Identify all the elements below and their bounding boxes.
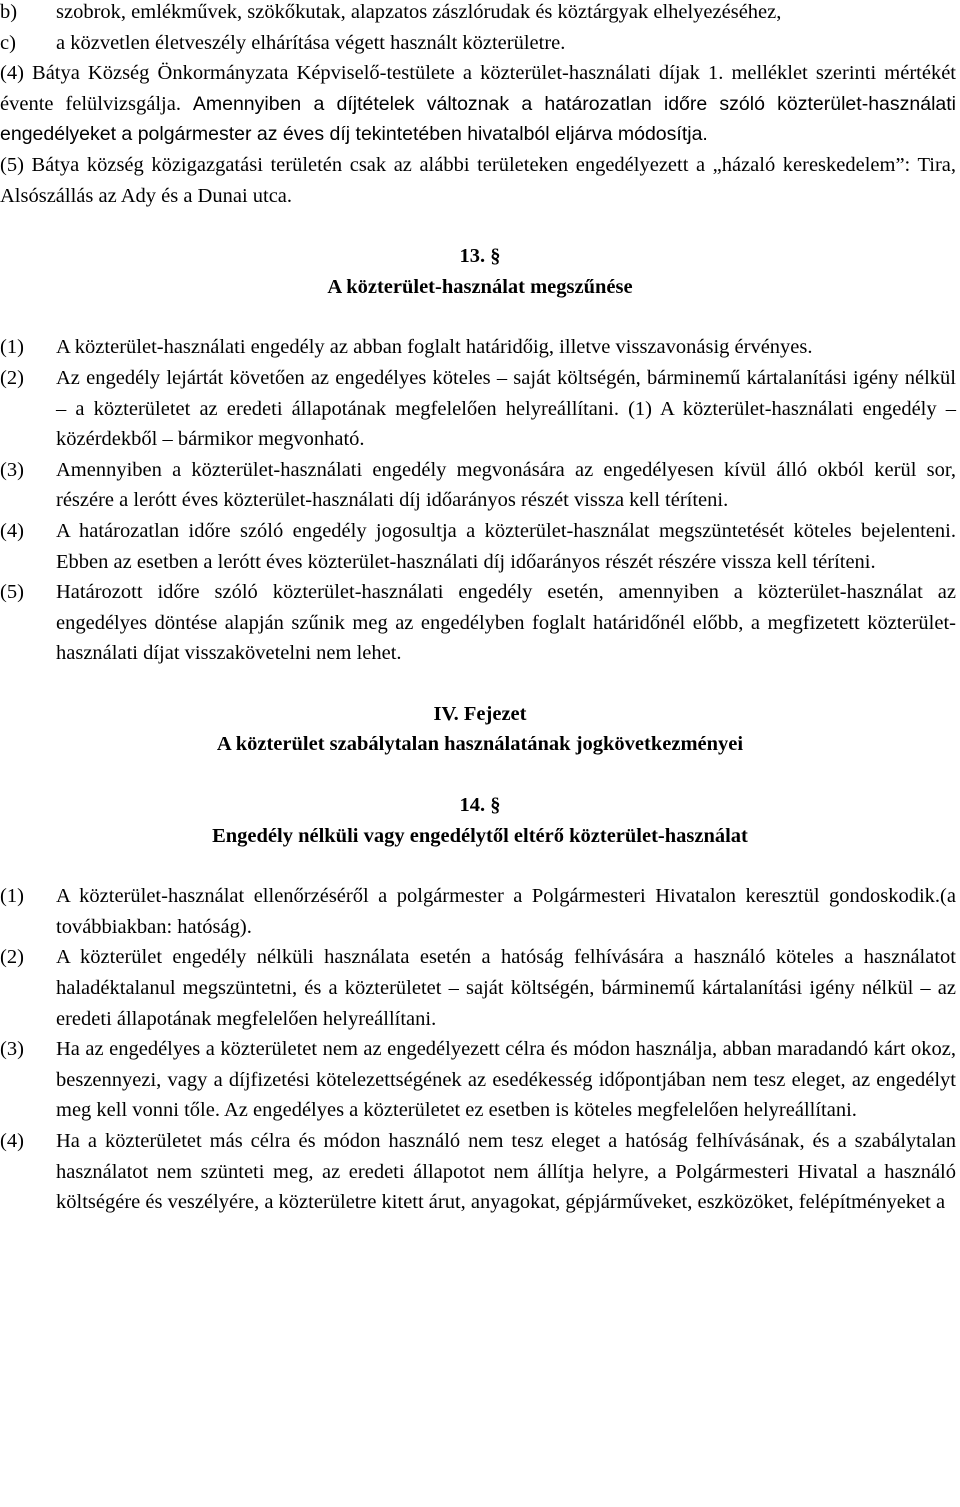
chapter-title: A közterület szabálytalan használatának jogkövetkezményei bbox=[216, 733, 744, 756]
item-label: (2) bbox=[0, 366, 24, 389]
section-symbol: § bbox=[490, 794, 501, 817]
section-14-number: 14. § bbox=[459, 794, 501, 817]
section-14-item-4 bbox=[0, 1126, 960, 1218]
item-label: (4) bbox=[0, 519, 24, 542]
item-label: (5) bbox=[0, 581, 24, 604]
section-14-title: Engedély nélküli vagy engedélytől eltérő közterület-használat bbox=[212, 824, 748, 847]
item-text: Ha az engedélyes a közterületet nem az engedélyezett célra és módon használja, abban maradandó kárt okoz, beszennyezi, vagy a díjfizetési kötelezettségének az esedékesség időpontjában nem tesz eleget, az engedélyt meg kell vonni tőle. Az engedélyes a közterületet ez esetben is köteles megfelelően helyreállítani. bbox=[56, 1038, 956, 1122]
item-label: (4) bbox=[0, 1130, 24, 1152]
paragraph-label: (4) bbox=[0, 62, 24, 85]
item-label: b) bbox=[0, 1, 18, 23]
list-item-c bbox=[0, 28, 960, 59]
section-13-title: A közterület-használat megszűnése bbox=[327, 275, 633, 298]
item-label: (2) bbox=[0, 946, 24, 969]
list-item-b bbox=[0, 0, 960, 28]
paragraph-text: Bátya község közigazgatási területén csak az alábbi területeken engedélyezett a „házaló kereskedelem”: Tira, Alsószállás az Ady és a Dunai utca. bbox=[0, 153, 956, 207]
item-text: Az engedély lejártát követően az engedélyes köteles – saját költségén, bárminemű kártalanítási igény nélkül – a közterületet az eredeti állapotának megfelelően helyreállítani. (1) A közterület-használati engedély – közérdekből – bármikor megvonható. bbox=[56, 366, 956, 451]
item-label: (3) bbox=[0, 1038, 24, 1061]
item-text: szobrok, emlékművek, szökőkutak, alapzatos zászlórudak és köztárgyak elhelyezéséhez, bbox=[56, 1, 782, 23]
item-text: A közterület-használat ellenőrzéséről a polgármester a Polgármesteri Hivatalon keresztül gondoskodik.(a továbbiakban: hatóság). bbox=[56, 885, 956, 938]
paragraph-label: (5) bbox=[0, 153, 24, 176]
paragraph-text-serif: Bátya Község Önkormányzata Képviselő-testülete a közterület-használati díjak 1. melléklet szerinti mértékét évente felülvizsgálja. bbox=[0, 62, 956, 115]
item-text: Ha a közterületet más célra és módon használó nem tesz eleget a hatóság felhívásának, és a szabálytalan használatot nem szünteti meg, az eredeti állapotot nem állítja helyre, a Polgármesteri Hivatal a használó költségére és veszélyére, a közterületre kitett árut, anyagokat, gépjárműveket, eszközöket, felépítményeket a bbox=[56, 1130, 956, 1214]
chapter-number: IV. Fejezet bbox=[433, 702, 527, 725]
section-13-item-5 bbox=[0, 577, 960, 669]
section-13-item-3 bbox=[0, 455, 960, 516]
item-text: a közvetlen életveszély elhárítása végett használt közterületre. bbox=[56, 31, 566, 54]
paragraph-4 bbox=[0, 58, 960, 150]
item-label: (1) bbox=[0, 336, 24, 359]
item-text: A közterület-használati engedély az abban foglalt határidőig, illetve visszavonásig érvényes. bbox=[56, 336, 813, 359]
section-14-item-1 bbox=[0, 881, 960, 942]
section-13-item-2 bbox=[0, 363, 960, 455]
section-14-item-3 bbox=[0, 1034, 960, 1126]
item-text: A közterület engedély nélküli használata esetén a hatóság felhívására a használó köteles a használatot haladéktalanul megszüntetni, és a közterületet – saját költségén, bárminemű kártalanítási igény nélkül – az eredeti állapotának megfelelően helyreállítani. bbox=[56, 946, 956, 1030]
section-13-number: 13. § bbox=[459, 245, 501, 268]
item-label: (3) bbox=[0, 458, 24, 481]
section-13-item-4 bbox=[0, 516, 960, 577]
item-label: (1) bbox=[0, 885, 24, 908]
section-symbol: § bbox=[490, 245, 501, 268]
item-text: A határozatlan időre szóló engedély jogosultja a közterület-használat megszüntetését köteles bejelenteni. Ebben az esetben a lerótt éves közterület-használati díj időarányos részét részére vissza kell téríteni. bbox=[56, 519, 956, 573]
section-14-item-2 bbox=[0, 942, 960, 1034]
paragraph-text-sans: Amennyiben a díjtételek változnak a határozatlan időre szóló közterület-használati engedélyeket a polgármester az éves díj tekintetében hivatalból eljárva módosítja. bbox=[0, 92, 956, 146]
item-label: c) bbox=[0, 31, 16, 54]
paragraph-5 bbox=[0, 150, 960, 211]
item-text: Határozott időre szóló közterület-használati engedély esetén, amennyiben a közterület-használat az engedélyes döntése alapján szűnik meg az engedélyben foglalt határidőnél előbb, a megfizetett közterület-használati díjat visszakövetelni nem lehet. bbox=[56, 581, 956, 665]
section-13-item-1 bbox=[0, 332, 960, 363]
item-text: Amennyiben a közterület-használati engedély megvonására az engedélyesen kívül álló okból kerül sor, részére a lerótt éves közterület-használati díj időarányos részét vissza kell téríteni. bbox=[56, 458, 956, 512]
